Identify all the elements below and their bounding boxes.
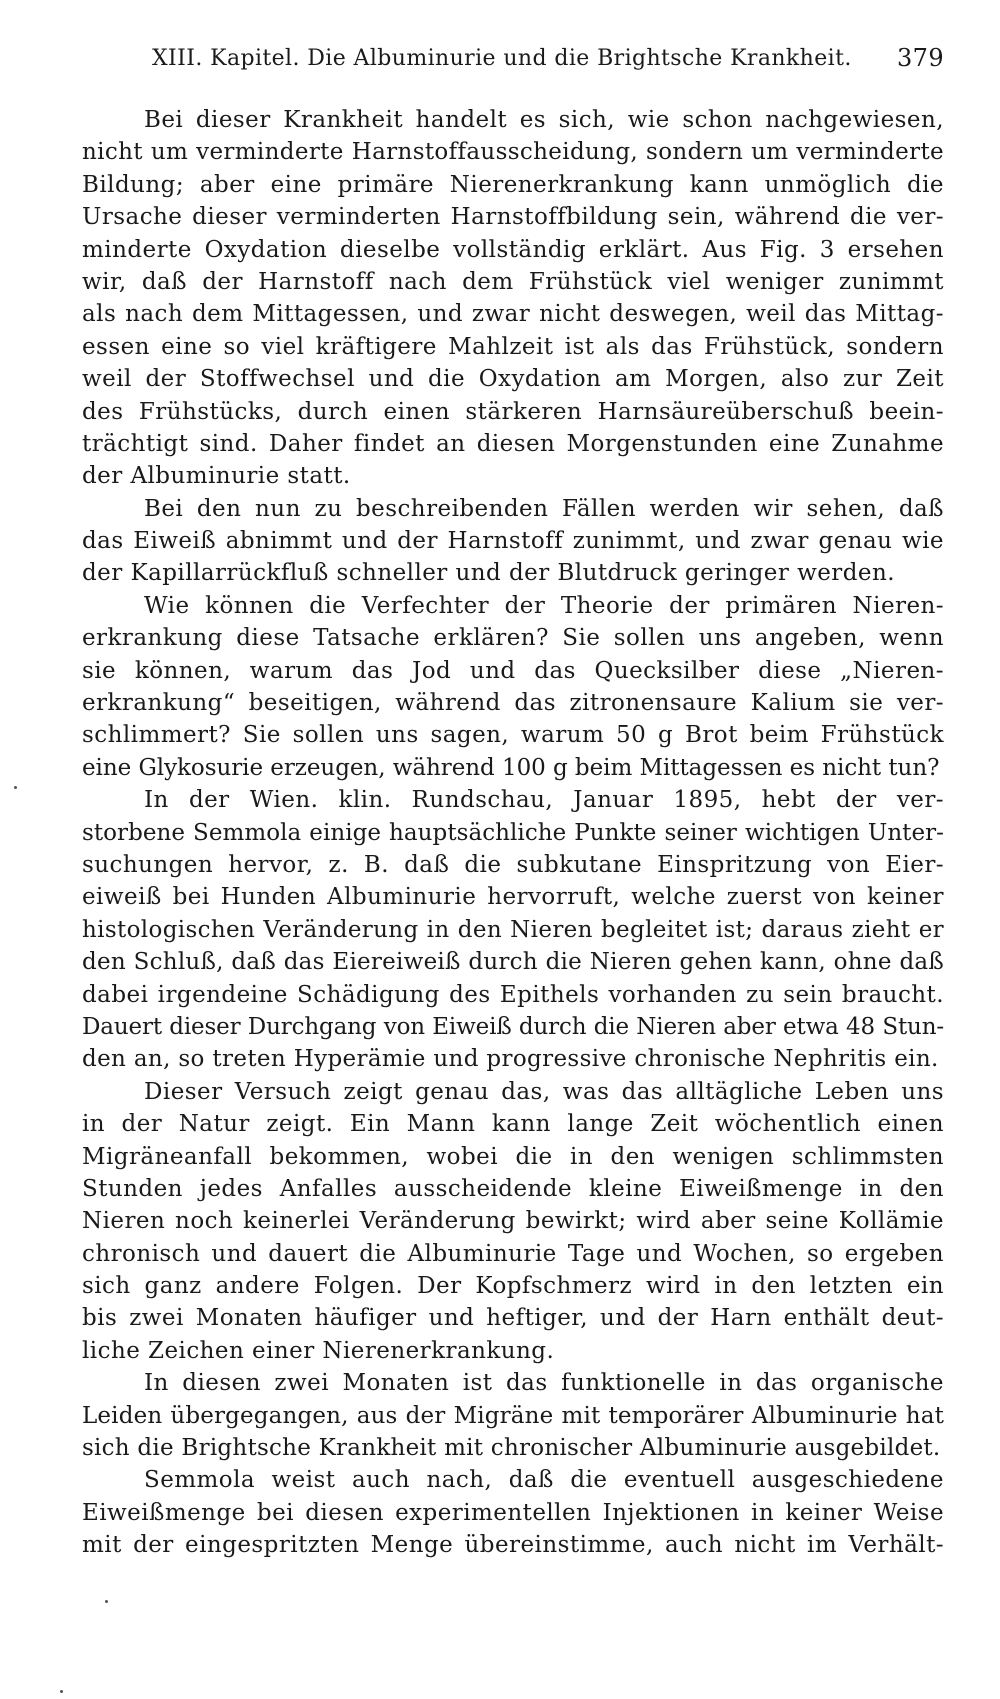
text-line: des Frühstücks, durch einen stärkeren Harnsäureüberschuß beein- xyxy=(82,398,944,425)
text-line: essen eine so viel kräftigere Mahlzeit ist als das Frühstück, sondern xyxy=(82,333,944,360)
text-line: Stunden jedes Anfalles ausscheidende kleine Eiweißmenge in den xyxy=(82,1175,944,1202)
text-line: Semmola weist auch nach, daß die eventuell ausgeschiedene xyxy=(144,1467,944,1494)
text-line: histologischen Veränderung in den Nieren begleitet ist; daraus zieht er xyxy=(82,916,944,943)
text-line: In diesen zwei Monaten ist das funktionelle in das organische xyxy=(144,1370,944,1397)
text-line: als nach dem Mittagessen, und zwar nicht deswegen, weil das Mittag- xyxy=(82,301,944,328)
text-line: der Kapillarrückfluß schneller und der Blutdruck geringer werden. xyxy=(82,560,895,587)
text-line: Ursache dieser verminderten Harnstoffbildung sein, während die ver- xyxy=(82,204,944,231)
text-line: Bildung; aber eine primäre Nierenerkrankung kann unmöglich die xyxy=(82,171,944,198)
text-line: suchungen hervor, z. B. daß die subkutane Einspritzung von Eier- xyxy=(82,851,944,878)
scan-speck xyxy=(105,1600,108,1603)
text-line: eiweiß bei Hunden Albuminurie hervorruft, welche zuerst von keiner xyxy=(82,884,944,911)
text-line: weil der Stoffwechsel und die Oxydation am Morgen, also zur Zeit xyxy=(82,366,944,393)
text-line: erkrankung“ beseitigen, während das zitronensaure Kalium sie ver- xyxy=(82,690,944,717)
text-line: mit der eingespritzten Menge übereinstimme, auch nicht im Verhält- xyxy=(82,1532,944,1559)
text-line: sich ganz andere Folgen. Der Kopfschmerz wird in den letzten ein xyxy=(82,1273,944,1300)
text-line: In der Wien. klin. Rundschau, Januar 1895, hebt der ver- xyxy=(144,787,944,814)
text-line: Bei den nun zu beschreibenden Fällen werden wir sehen, daß xyxy=(144,495,944,522)
text-line: Migräneanfall bekommen, wobei die in den wenigen schlimmsten xyxy=(82,1143,944,1170)
page-header xyxy=(82,38,944,78)
text-line: dabei irgendeine Schädigung des Epithels vorhanden zu sein braucht. xyxy=(82,981,944,1008)
scan-speck xyxy=(60,1690,63,1693)
text-line: Wie können die Verfechter der Theorie der primären Nieren- xyxy=(144,592,944,619)
text-line: trächtigt sind. Daher findet an diesen Morgenstunden eine Zunahme xyxy=(82,430,944,457)
body-text xyxy=(82,104,944,1562)
text-line: Eiweißmenge bei diesen experimentellen Injektionen in keiner Weise xyxy=(82,1499,944,1526)
running-title: XIII. Kapitel. Die Albuminurie und die Brightsche Krankheit. xyxy=(152,46,852,71)
text-line: Dauert dieser Durchgang von Eiweiß durch die Nieren aber etwa 48 Stun- xyxy=(82,1013,944,1040)
text-line: schlimmert? Sie sollen uns sagen, warum 50 g Brot beim Frühstück xyxy=(82,722,944,749)
text-line: sie können, warum das Jod und das Quecksilber diese „Nieren- xyxy=(82,657,944,684)
text-line: eine Glykosurie erzeugen, während 100 g beim Mittagessen es nicht tun? xyxy=(82,754,940,781)
text-line: liche Zeichen einer Nierenerkrankung. xyxy=(82,1337,555,1364)
text-line: sich die Brightsche Krankheit mit chronischer Albuminurie ausgebildet. xyxy=(82,1435,941,1462)
text-line: minderte Oxydation dieselbe vollständig erklärt. Aus Fig. 3 ersehen xyxy=(82,236,944,263)
text-line: der Albuminurie statt. xyxy=(82,463,351,490)
text-line: Leiden übergegangen, aus der Migräne mit temporärer Albuminurie hat xyxy=(82,1402,944,1429)
text-line: Bei dieser Krankheit handelt es sich, wie schon nachgewiesen, xyxy=(144,107,944,133)
text-line: Nieren noch keinerlei Veränderung bewirkt; wird aber seine Kollämie xyxy=(82,1208,944,1235)
text-line: in der Natur zeigt. Ein Mann kann lange Zeit wöchentlich einen xyxy=(82,1111,944,1138)
text-line: erkrankung diese Tatsache erklären? Sie sollen uns angeben, wenn xyxy=(82,625,944,652)
text-line: chronisch und dauert die Albuminurie Tage und Wochen, so ergeben xyxy=(82,1240,944,1267)
text-line: Dieser Versuch zeigt genau das, was das alltägliche Leben uns xyxy=(144,1078,944,1105)
text-line: nicht um verminderte Harnstoffausscheidung, sondern um verminderte xyxy=(82,139,944,166)
page-number: 379 xyxy=(896,44,944,72)
text-line: den an, so treten Hyperämie und progressive chronische Nephritis ein. xyxy=(82,1046,939,1073)
text-line: bis zwei Monaten häufiger und heftiger, und der Harn enthält deut- xyxy=(82,1305,944,1332)
text-line: storbene Semmola einige hauptsächliche Punkte seiner wichtigen Unter- xyxy=(82,819,944,846)
text-line: den Schluß, daß das Eiereiweiß durch die Nieren gehen kann, ohne daß xyxy=(82,949,944,976)
scan-speck xyxy=(14,786,17,789)
text-line: das Eiweiß abnimmt und der Harnstoff zunimmt, und zwar genau wie xyxy=(82,528,944,555)
text-line: wir, daß der Harnstoff nach dem Frühstück viel weniger zunimmt xyxy=(82,268,944,295)
